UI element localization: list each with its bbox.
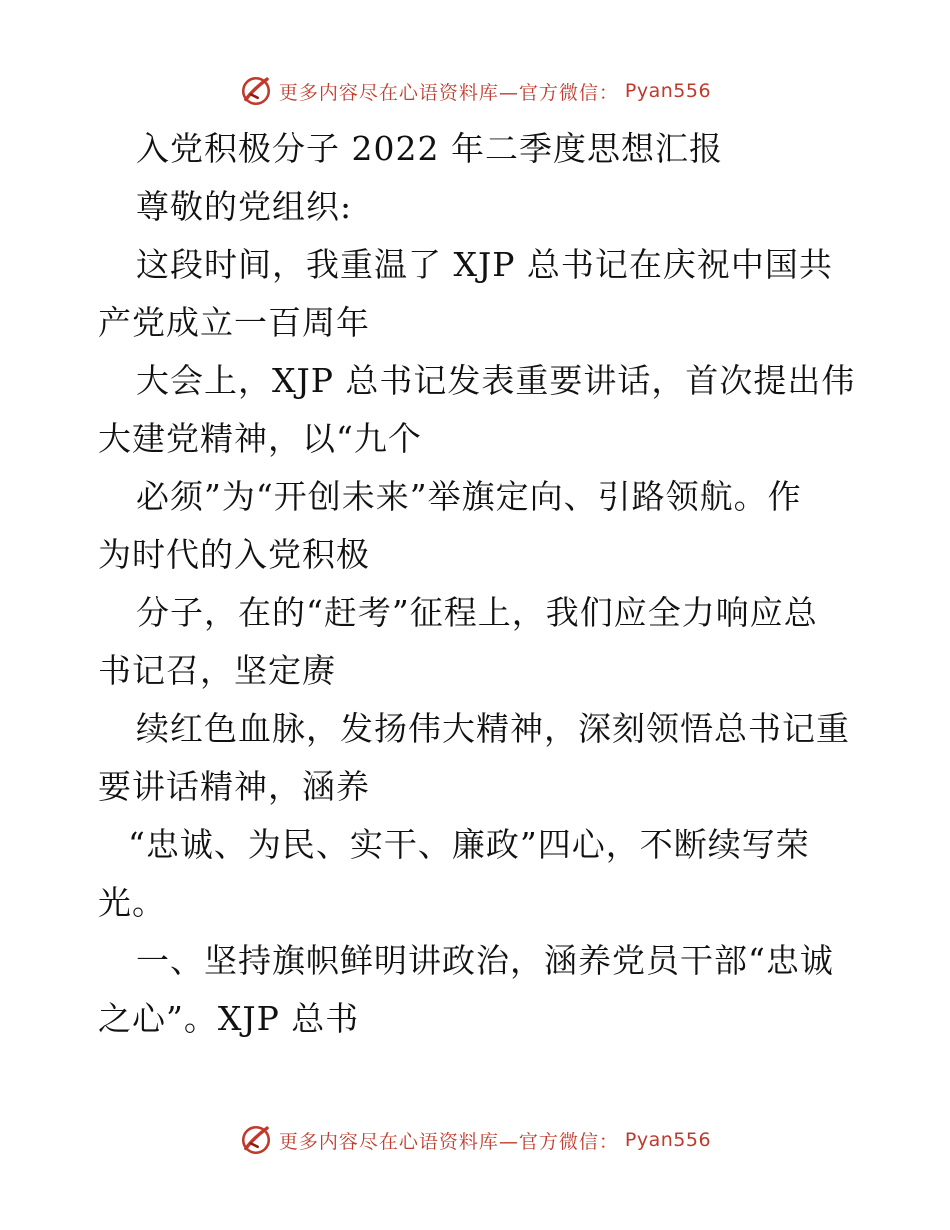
paragraph-line: 大会上，XJP 总书记发表重要讲话，首次提出伟 [136,361,856,400]
paragraph-line: 书记召，坚定赓 [98,651,336,690]
paragraph-line: 产党成立一百周年 [98,303,370,342]
paragraph-line: 必须”为“开创未来”举旗定向、引路领航。作 [136,477,802,516]
paragraph-line: “忠诚、为民、实干、廉政”四心，不断续写荣 [128,825,810,864]
document-body [98,120,858,1048]
paragraph-line: 光。 [98,883,166,922]
section-heading-line: 一、坚持旗帜鲜明讲政治，涵养党员干部“忠诚 [136,941,834,980]
document-title: 入党积极分子 2022 年二季度思想汇报 [136,129,723,168]
watermark-text: 更多内容尽在心语资料库—官方微信： [278,81,619,104]
pen-logo-icon [239,74,273,108]
paragraph-line: 分子，在的“赶考”征程上，我们应全力响应总 [136,593,818,632]
paragraph-line: 为时代的入党积极 [98,535,370,574]
footer-watermark [0,1120,950,1160]
watermark-wechat: Pyan556 [624,1129,712,1151]
paragraph-line: 大建党精神，以“九个 [98,419,422,458]
paragraph-line: 要讲话精神，涵养 [98,767,370,806]
paragraph-line: 续红色血脉，发扬伟大精神，深刻领悟总书记重 [136,709,850,748]
watermark-wechat: Pyan556 [624,80,712,102]
pen-logo-icon [239,1123,273,1157]
watermark-text: 更多内容尽在心语资料库—官方微信： [278,1130,619,1153]
header-watermark [0,71,950,111]
paragraph-line: 这段时间，我重温了 XJP 总书记在庆祝中国共 [136,245,833,284]
paragraph-line: 之心”。XJP 总书 [98,999,360,1038]
salutation: 尊敬的党组织: [136,187,353,226]
